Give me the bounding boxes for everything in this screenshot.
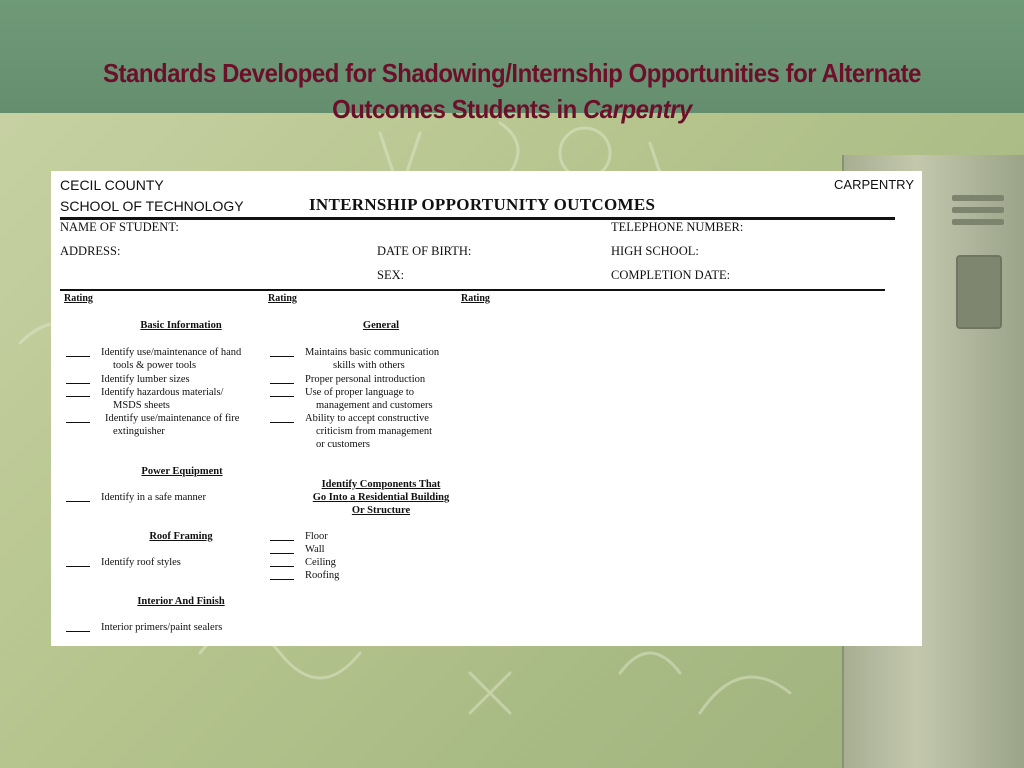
rating-label: Rating [461, 293, 490, 304]
list-item: Identify roof styles [101, 557, 181, 568]
field-telephone: TELEPHONE NUMBER: [611, 220, 744, 234]
field-student-name: NAME OF STUDENT: [60, 220, 179, 234]
field-sex: SEX: [377, 268, 405, 282]
program-name: CARPENTRY [834, 177, 914, 192]
rating-blank [270, 383, 294, 384]
list-item: Identify use/maintenance of hand [101, 347, 242, 358]
locker-vent [952, 219, 1004, 225]
list-item: extinguisher [113, 426, 165, 437]
field-date-of-birth: DATE OF BIRTH: [377, 244, 472, 258]
form-document [51, 171, 922, 646]
list-item: Floor [305, 531, 328, 542]
list-item: Maintains basic communication [305, 347, 440, 358]
rating-blank [66, 356, 90, 357]
rating-blank [66, 396, 90, 397]
list-item: Ability to accept constructive [305, 413, 429, 424]
divider [60, 289, 885, 291]
slide-title-line2 [78, 91, 946, 127]
list-item: Wall [305, 544, 325, 555]
list-item: management and customers [316, 400, 433, 411]
section-heading-power-equipment: Power Equipment [141, 466, 223, 477]
list-item: Proper personal introduction [305, 374, 426, 385]
components-heading-line2: Go Into a Residential Building [312, 492, 450, 503]
list-item: Use of proper language to [305, 387, 415, 398]
slide-title-prefix: Outcomes Students in [332, 94, 583, 124]
section-heading-general: General [362, 320, 400, 331]
list-item: Identify use/maintenance of fire [105, 413, 240, 424]
list-item: criticism from management [316, 426, 433, 437]
list-item: Identify in a safe manner [101, 492, 206, 503]
divider [60, 217, 895, 220]
rating-blank [270, 356, 294, 357]
rating-blank [270, 566, 294, 567]
slide-title [78, 55, 946, 127]
locker-vent [952, 195, 1004, 201]
section-heading-roof-framing: Roof Framing [149, 531, 213, 542]
school-name-line1: CECIL COUNTY [60, 177, 164, 193]
section-heading-interior-finish: Interior And Finish [137, 596, 225, 607]
slide-title-emphasis: Carpentry [582, 94, 692, 124]
rating-blank [270, 396, 294, 397]
list-item: Interior primers/paint sealers [101, 622, 223, 633]
rating-blank [270, 422, 294, 423]
form-title: INTERNSHIP OPPORTUNITY OUTCOMES [309, 195, 656, 214]
rating-blank [66, 383, 90, 384]
list-item: tools & power tools [113, 360, 197, 371]
rating-blank [66, 631, 90, 632]
rating-blank [66, 501, 90, 502]
section-heading-basic-information: Basic Information [140, 320, 222, 331]
rating-blank [270, 579, 294, 580]
school-name-line2: SCHOOL OF TECHNOLOGY [60, 198, 244, 214]
rating-blank [66, 422, 90, 423]
field-completion-date: COMPLETION DATE: [611, 268, 731, 282]
list-item: skills with others [333, 360, 405, 371]
list-item: MSDS sheets [113, 400, 170, 411]
field-address: ADDRESS: [60, 244, 121, 258]
rating-blank [270, 540, 294, 541]
list-item: or customers [316, 439, 370, 450]
components-heading-line3: Or Structure [351, 505, 411, 516]
field-high-school: HIGH SCHOOL: [611, 244, 699, 258]
section-heading-components [291, 478, 471, 517]
slide-title-line1: Standards Developed for Shadowing/Internship Opportunities for Alternate [103, 58, 921, 88]
locker-handle [956, 255, 1002, 329]
rating-blank [66, 566, 90, 567]
rating-label: Rating [268, 293, 297, 304]
list-item: Ceiling [305, 557, 336, 568]
components-heading-line1: Identify Components That [321, 479, 441, 490]
list-item: Roofing [305, 570, 340, 581]
rating-blank [270, 553, 294, 554]
locker-vent [952, 207, 1004, 213]
rating-label: Rating [64, 293, 93, 304]
list-item: Identify hazardous materials/ [101, 387, 224, 398]
list-item: Identify lumber sizes [101, 374, 190, 385]
